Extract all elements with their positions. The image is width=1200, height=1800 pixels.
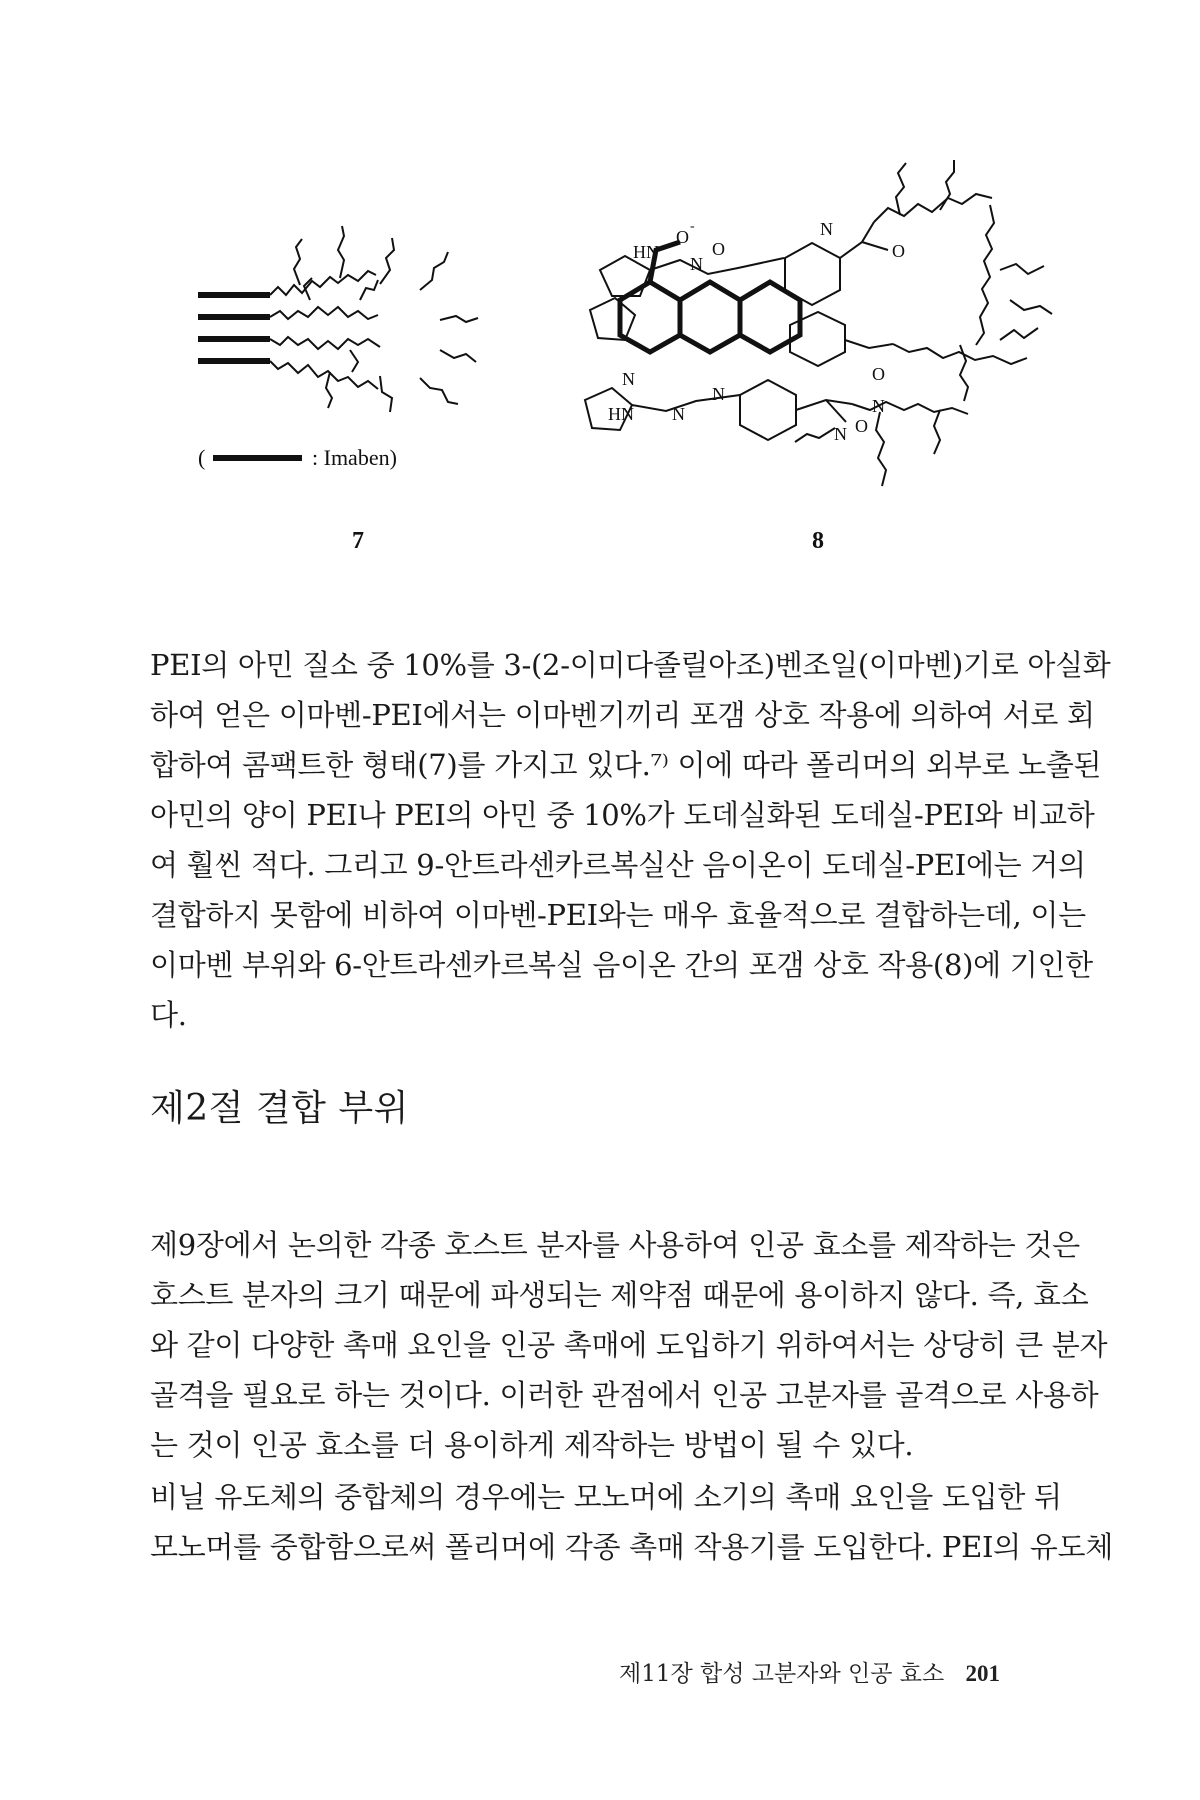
polymer-chain bbox=[1000, 328, 1038, 340]
atom-label: HN bbox=[633, 242, 659, 262]
atom-label: O bbox=[712, 239, 725, 259]
section-title: 제2절 결합 부위 bbox=[150, 1088, 409, 1129]
text-line: PEI의 아민 질소 중 10%를 3-(2-이미다졸릴아조)벤조일(이마벤)기로 아실화 bbox=[150, 648, 1111, 682]
benzene-ring bbox=[740, 380, 796, 440]
text-line: 와 같이 다양한 촉매 요인을 인공 촉매에 도입하기 위하여서는 상당히 큰 분자 bbox=[150, 1328, 1108, 1362]
polymer-branch bbox=[326, 372, 332, 408]
imidazole-ring bbox=[600, 256, 650, 296]
structure-7 bbox=[198, 226, 478, 412]
text-line: 하여 얻은 이마벤-PEI에서는 이마벤기끼리 포갬 상호 작용에 의하여 서로 회 bbox=[150, 698, 1095, 732]
running-head: 제11장 합성 고분자와 인공 효소 bbox=[619, 1661, 945, 1687]
atom-label: N bbox=[834, 424, 847, 444]
polymer-chain bbox=[976, 205, 994, 345]
polymer-chain bbox=[876, 412, 886, 486]
atom-charge: - bbox=[690, 219, 695, 234]
text-line: 여 훨씬 적다. 그리고 9-안트라센카르복실산 음이온이 도데실-PEI에는 거의 bbox=[150, 848, 1086, 882]
atom-label: N bbox=[820, 219, 833, 239]
polymer-branch bbox=[338, 226, 344, 278]
atom-label: O bbox=[676, 227, 689, 247]
polymer-branch bbox=[350, 350, 358, 372]
atom-label: N bbox=[712, 384, 725, 404]
polymer-chain bbox=[874, 194, 992, 222]
polymer-branch bbox=[380, 376, 392, 412]
polymer-branch bbox=[440, 350, 476, 362]
structure-8 bbox=[585, 160, 1052, 486]
carbonyl-bond bbox=[796, 400, 852, 422]
atom-label: O bbox=[855, 416, 868, 436]
paragraph-vinyl-polymers bbox=[150, 1472, 1113, 1572]
text-line: 제9장에서 논의한 각종 호스트 분자를 사용하여 인공 효소를 제작하는 것은 bbox=[150, 1228, 1080, 1262]
atom-label: N bbox=[672, 404, 685, 424]
text-line: 골격을 필요로 하는 것이다. 이러한 관점에서 인공 고분자를 골격으로 사용하 bbox=[150, 1378, 1099, 1412]
polymer-chain bbox=[270, 337, 380, 349]
page-footer bbox=[619, 1655, 1000, 1688]
text-line: 는 것이 인공 효소를 더 용이하게 제작하는 방법이 될 수 있다. bbox=[150, 1428, 914, 1462]
polymer-chain bbox=[795, 428, 835, 442]
polymer-branch bbox=[294, 239, 302, 285]
atom-label: HN bbox=[608, 404, 634, 424]
polymer-branch bbox=[440, 316, 478, 322]
atom-label: O bbox=[892, 241, 905, 261]
paragraph-host-molecules bbox=[150, 1220, 1108, 1470]
polymer-chain bbox=[270, 307, 378, 319]
legend-open-paren: ( bbox=[198, 445, 206, 470]
page-number: 201 bbox=[965, 1661, 1000, 1686]
atom-label: N bbox=[872, 396, 885, 416]
polymer-chain bbox=[934, 410, 940, 454]
polymer-chain bbox=[1000, 264, 1044, 274]
text-line: 아민의 양이 PEI나 PEI의 아민 중 10%가 도데실화된 도데실-PEI와 비교하 bbox=[150, 798, 1095, 832]
polymer-chain bbox=[270, 271, 376, 295]
compound-label-7: 7 bbox=[352, 528, 364, 554]
polymer-branch bbox=[360, 280, 378, 300]
paragraph-imaben-pei bbox=[150, 640, 1111, 1040]
polymer-chain bbox=[270, 361, 378, 389]
structure-8-atom-labels bbox=[608, 219, 905, 444]
text-line: 비닐 유도체의 중합체의 경우에는 모노머에 소기의 촉매 요인을 도입한 뒤 bbox=[150, 1480, 1062, 1514]
benzene-ring bbox=[790, 312, 845, 366]
text-line: 이마벤 부위와 6-안트라센카르복실 음이온 간의 포갬 상호 작용(8)에 기인한 bbox=[150, 948, 1093, 982]
chemical-structures-figure bbox=[0, 0, 1200, 600]
text-line: 결합하지 못함에 비하여 이마벤-PEI와는 매우 효율적으로 결합하는데, 이는 bbox=[150, 898, 1086, 932]
text-line: 모노머를 중합함으로써 폴리머에 각종 촉매 작용기를 도입한다. PEI의 유도체 bbox=[150, 1530, 1113, 1564]
imidazole-ring bbox=[590, 298, 635, 340]
atom-label: O bbox=[872, 364, 885, 384]
polymer-branch bbox=[380, 238, 394, 284]
polymer-chain bbox=[852, 402, 968, 414]
atom-label: N bbox=[690, 254, 703, 274]
text-line: 호스트 분자의 크기 때문에 파생되는 제약점 때문에 용이하지 않다. 즉, 효소 bbox=[150, 1278, 1089, 1312]
polymer-chain bbox=[1010, 300, 1052, 314]
atom-label: N bbox=[622, 369, 635, 389]
polymer-branch bbox=[420, 378, 458, 404]
legend-imaben-text: : Imaben) bbox=[312, 445, 397, 470]
azo-bond bbox=[650, 258, 784, 274]
structure-7-legend bbox=[198, 445, 397, 470]
carbonyl-bond bbox=[840, 222, 888, 258]
benzene-ring bbox=[785, 243, 840, 305]
polymer-branch bbox=[420, 252, 448, 290]
compound-label-8: 8 bbox=[812, 528, 824, 554]
text-line: 합하여 콤팩트한 형태(7)를 가지고 있다.⁷⁾ 이에 따라 폴리머의 외부로 노출된 bbox=[150, 748, 1102, 782]
polymer-chain bbox=[896, 163, 906, 215]
carbonyl-bond bbox=[845, 340, 893, 348]
text-line: 다. bbox=[150, 998, 187, 1032]
